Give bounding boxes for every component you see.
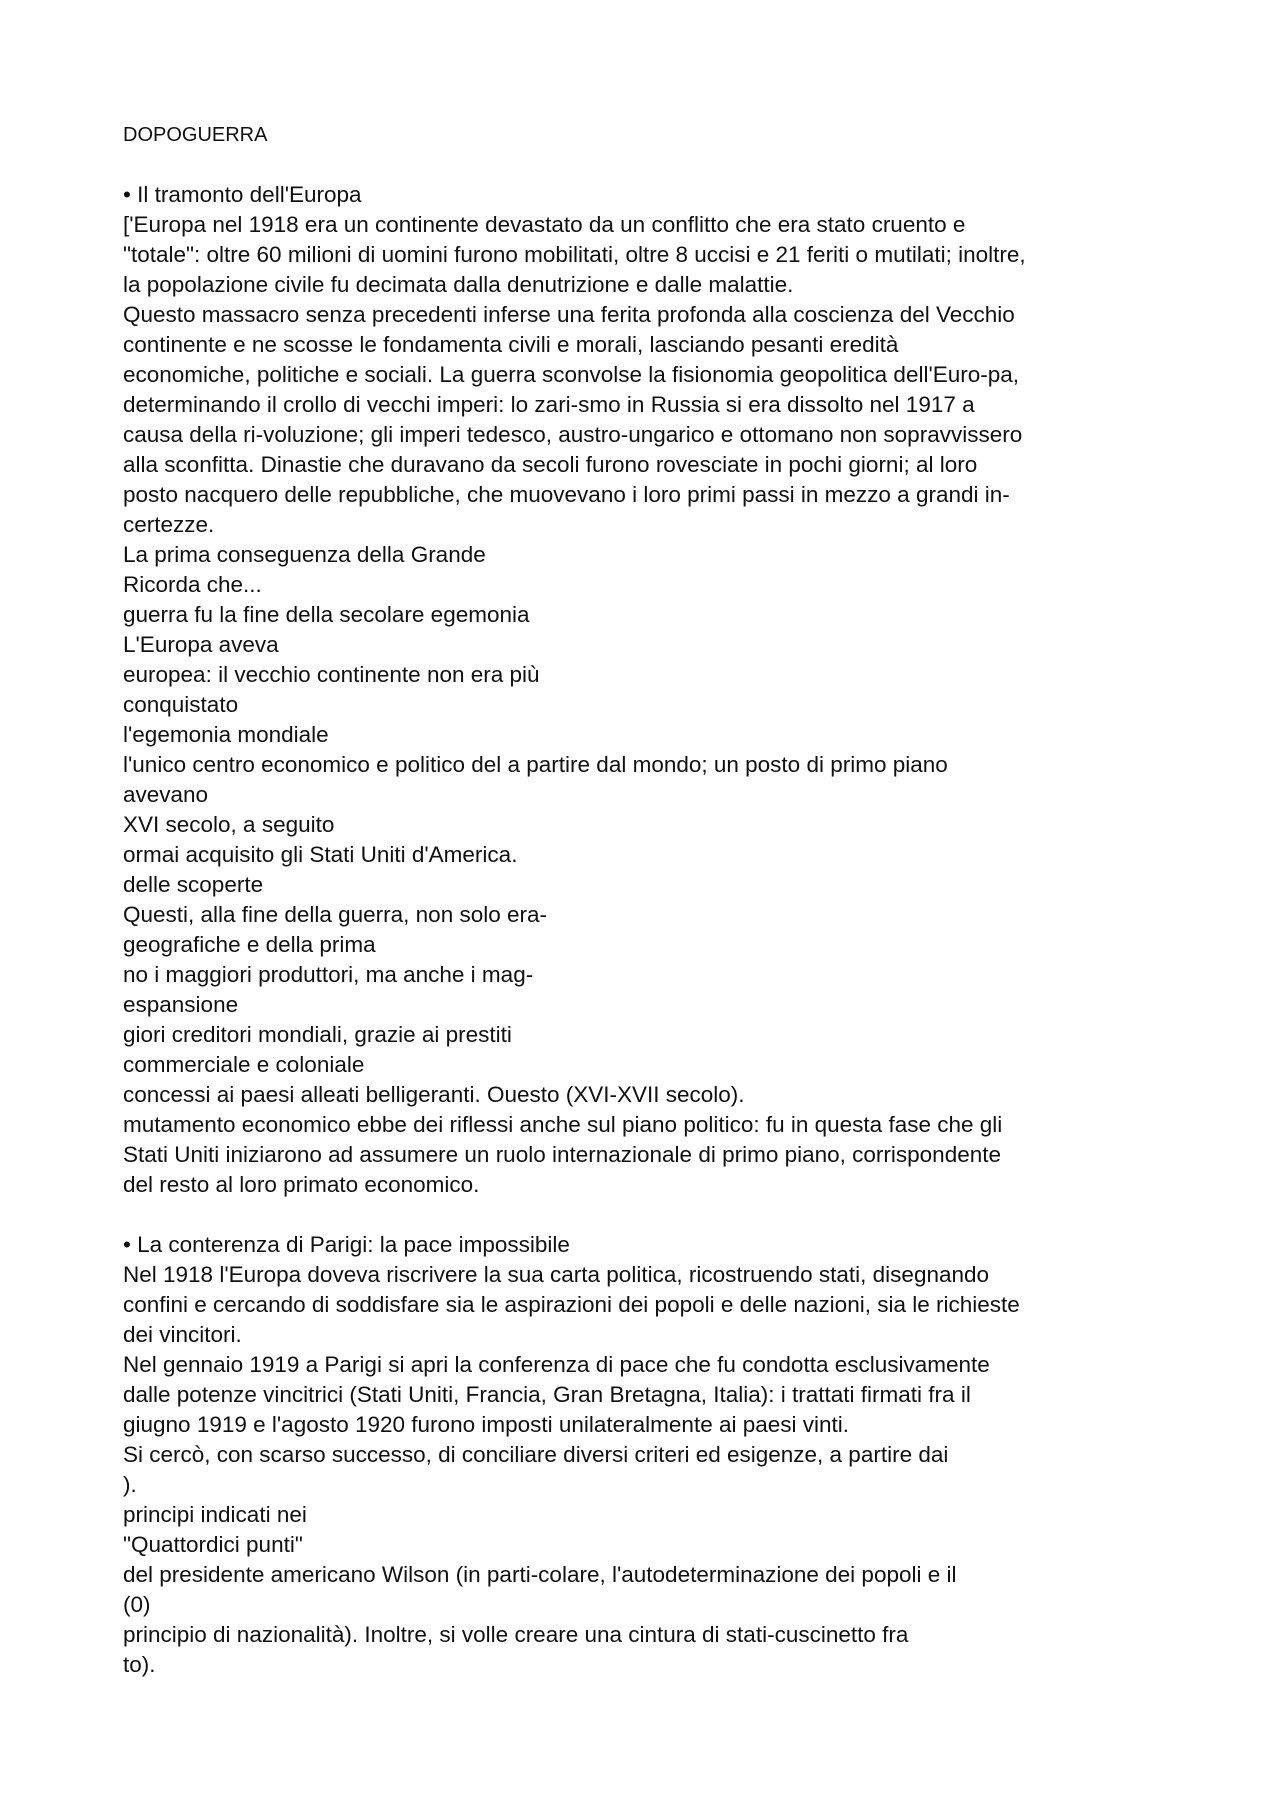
text-line: (0) [123, 1592, 151, 1617]
text-line: europea: il vecchio continente non era più [123, 662, 540, 687]
text-line: principio di nazionalità). Inoltre, si volle creare una cintura di stati-cuscinetto fra [123, 1622, 909, 1647]
text-line: ). [123, 1472, 137, 1497]
text-line: posto nacquero delle repubbliche, che muovevano i loro primi passi in mezzo a grandi in- [123, 482, 1010, 507]
section-tramonto-europa [123, 180, 1223, 1200]
text-line: l'egemonia mondiale [123, 722, 329, 747]
text-line: ormai acquisito gli Stati Uniti d'America. [123, 842, 518, 867]
text-line: continente e ne scosse le fondamenta civili e morali, lasciando pesanti eredità [123, 332, 899, 357]
text-line: no i maggiori produttori, ma anche i mag- [123, 962, 534, 987]
text-line: certezze. [123, 512, 215, 537]
text-line: del presidente americano Wilson (in parti-colare, l'autodeterminazione dei popoli e il [123, 1562, 957, 1587]
text-line: economiche, politiche e sociali. La guerra sconvolse la fisionomia geopolitica dell'Euro-pa, [123, 362, 1020, 387]
section-heading: • La conterenza di Parigi: la pace impossibile [123, 1232, 570, 1257]
text-line: alla sconfitta. Dinastie che duravano da secoli furono rovesciate in pochi giorni; al loro [123, 452, 978, 477]
text-line: la popolazione civile fu decimata dalla denutrizione e dalle malattie. [123, 272, 794, 297]
text-line: giugno 1919 e l'agosto 1920 furono imposti unilateralmente ai paesi vinti. [123, 1412, 850, 1437]
section-heading: • Il tramonto dell'Europa [123, 182, 362, 207]
text-line: ['Europa nel 1918 era un continente devastato da un conflitto che era stato cruento e [123, 212, 966, 237]
text-line: "totale": oltre 60 milioni di uomini furono mobilitati, oltre 8 uccisi e 21 feriti o mutilati; inoltre, [123, 242, 1026, 267]
text-line: concessi ai paesi alleati belligeranti. Ouesto (XVI-XVII secolo). [123, 1082, 745, 1107]
text-line: dalle potenze vincitrici (Stati Uniti, Francia, Gran Bretagna, Italia): i trattati firmati fra il [123, 1382, 971, 1407]
section-conferenza-parigi [123, 1230, 1223, 1680]
text-line: principi indicati nei [123, 1502, 307, 1527]
text-line: confini e cercando di soddisfare sia le aspirazioni dei popoli e delle nazioni, sia le richieste [123, 1292, 1020, 1317]
text-line: avevano [123, 782, 209, 807]
text-line: mutamento economico ebbe dei riflessi anche sul piano politico: fu in questa fase che gli [123, 1112, 1003, 1137]
text-line: espansione [123, 992, 239, 1017]
text-line: L'Europa aveva [123, 632, 279, 657]
text-line: geografiche e della prima [123, 932, 376, 957]
text-line: XVI secolo, a seguito [123, 812, 335, 837]
document-page [123, 120, 1223, 1710]
text-line: l'unico centro economico e politico del a partire dal mondo; un posto di primo piano [123, 752, 948, 777]
text-line: causa della ri-voluzione; gli imperi tedesco, austro-ungarico e ottomano non sopravvissero [123, 422, 1023, 447]
text-line: giori creditori mondiali, grazie ai prestiti [123, 1022, 512, 1047]
text-line: dei vincitori. [123, 1322, 242, 1347]
text-line: Nel 1918 l'Europa doveva riscrivere la sua carta politica, ricostruendo stati, disegnando [123, 1262, 990, 1287]
text-line: determinando il crollo di vecchi imperi: lo zari-smo in Russia si era dissolto nel 1917 a [123, 392, 975, 417]
text-line: Si cercò, con scarso successo, di conciliare diversi criteri ed esigenze, a partire dai [123, 1442, 949, 1467]
text-line: Stati Uniti iniziarono ad assumere un ruolo internazionale di primo piano, corrispondente [123, 1142, 1001, 1167]
text-line: commerciale e coloniale [123, 1052, 365, 1077]
text-line: Questi, alla fine della guerra, non solo era- [123, 902, 547, 927]
text-line: Nel gennaio 1919 a Parigi si apri la conferenza di pace che fu condotta esclusivamente [123, 1352, 990, 1377]
text-line: guerra fu la fine della secolare egemonia [123, 602, 530, 627]
text-line: Ricorda che... [123, 572, 262, 597]
text-line: Questo massacro senza precedenti inferse una ferita profonda alla coscienza del Vecchio [123, 302, 1015, 327]
text-line: "Quattordici punti" [123, 1532, 303, 1557]
text-line: delle scoperte [123, 872, 264, 897]
document-title: DOPOGUERRA [123, 124, 268, 146]
document-body [123, 180, 1223, 1680]
text-line: La prima conseguenza della Grande [123, 542, 486, 567]
text-line: conquistato [123, 692, 239, 717]
text-line: del resto al loro primato economico. [123, 1172, 480, 1197]
text-line: to). [123, 1652, 156, 1677]
